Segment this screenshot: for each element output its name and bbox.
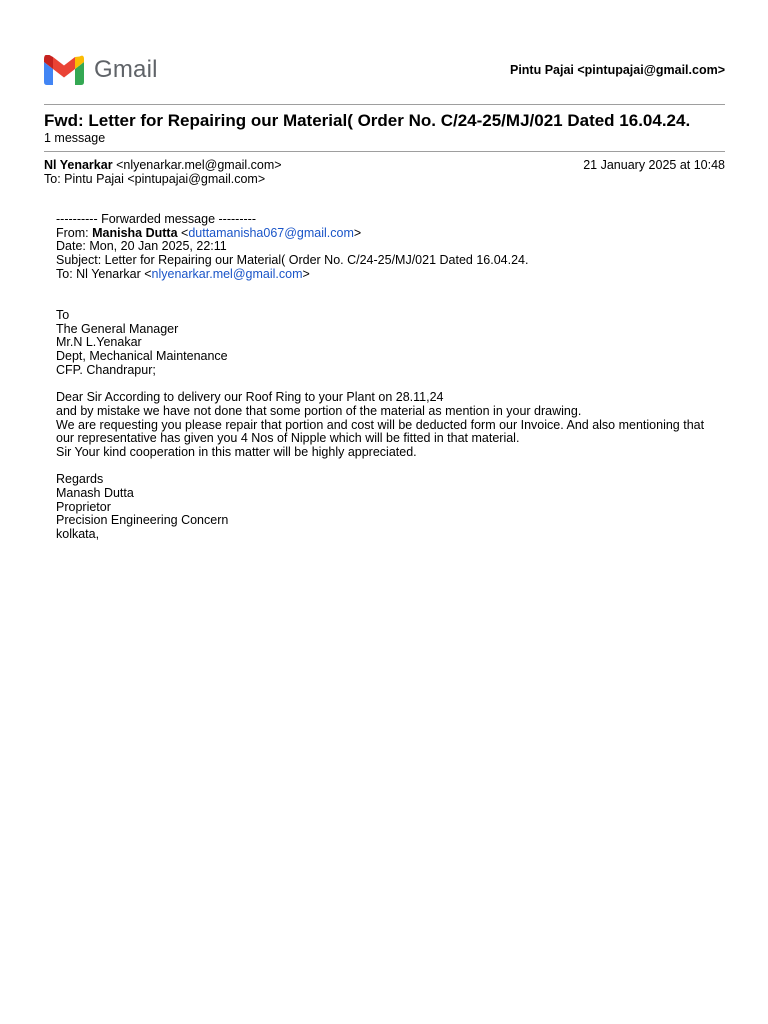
signature-line: Proprietor bbox=[56, 499, 111, 514]
address-line: CFP. Chandrapur; bbox=[56, 362, 156, 377]
signature-line: kolkata, bbox=[56, 527, 100, 542]
header-divider bbox=[44, 104, 725, 105]
gmail-m-icon bbox=[44, 55, 84, 85]
address-line: The General Manager bbox=[56, 321, 179, 336]
forwarded-to-label: To: Nl Yenarkar < bbox=[56, 266, 152, 281]
sender-email: <nlyenarkar.mel@gmail.com> bbox=[116, 158, 282, 172]
forwarded-from: From: Manisha Dutta <duttamanisha067@gmail.com> bbox=[56, 225, 362, 240]
gmail-logo bbox=[44, 55, 158, 85]
message-recipient: To: Pintu Pajai <pintupajai@gmail.com> bbox=[44, 172, 266, 186]
forwarded-from-label: From: bbox=[56, 225, 93, 240]
signature-line: Manash Dutta bbox=[56, 486, 134, 501]
message-sender bbox=[44, 158, 282, 172]
forwarded-date: Date: Mon, 20 Jan 2025, 22:11 bbox=[56, 239, 227, 254]
message-body bbox=[56, 213, 736, 542]
page-header bbox=[44, 55, 725, 87]
forwarded-to-email-link[interactable]: nlyenarkar.mel@gmail.com bbox=[151, 266, 303, 281]
address-line: Mr.N L.Yenakar bbox=[56, 335, 142, 350]
forwarded-from-name: Manisha Dutta bbox=[92, 225, 178, 240]
sender-name: Nl Yenarkar bbox=[44, 158, 113, 172]
account-email: Pintu Pajai <pintupajai@gmail.com> bbox=[509, 63, 725, 77]
gmail-wordmark: Gmail bbox=[94, 56, 158, 83]
signature-line: Precision Engineering Concern bbox=[56, 513, 229, 528]
letter-paragraph-line: Dear Sir According to delivery our Roof Ring to your Plant on 28.11,24 bbox=[56, 390, 444, 405]
thread-subject: Fwd: Letter for Repairing our Material( Order No. C/24-25/MJ/021 Dated 16.04.24. bbox=[44, 111, 691, 130]
signature-line: Regards bbox=[56, 472, 104, 487]
message-count: 1 message bbox=[44, 131, 106, 145]
address-line: To bbox=[56, 307, 70, 322]
address-line: Dept, Mechanical Maintenance bbox=[56, 349, 228, 364]
subject-divider bbox=[44, 151, 725, 152]
message-date: 21 January 2025 at 10:48 bbox=[583, 158, 725, 172]
letter-paragraph-line: We are requesting you please repair that portion and cost will be deducted form our Invoice. And also mentioning that bbox=[56, 417, 705, 432]
letter-paragraph-line: our representative has given you 4 Nos of Nipple which will be fitted in that material. bbox=[56, 431, 520, 446]
forwarded-to: To: Nl Yenarkar <nlyenarkar.mel@gmail.com> bbox=[56, 266, 310, 281]
forwarded-subject: Subject: Letter for Repairing our Material( Order No. C/24-25/MJ/021 Dated 16.04.24. bbox=[56, 253, 529, 268]
forwarded-divider: ---------- Forwarded message --------- bbox=[56, 212, 256, 226]
forwarded-from-email-link[interactable]: duttamanisha067@gmail.com bbox=[188, 225, 354, 240]
letter-paragraph-line: Sir Your kind cooperation in this matter will be highly appreciated. bbox=[56, 444, 417, 459]
letter-paragraph-line: and by mistake we have not done that some portion of the material as mention in your drawing. bbox=[56, 403, 582, 418]
